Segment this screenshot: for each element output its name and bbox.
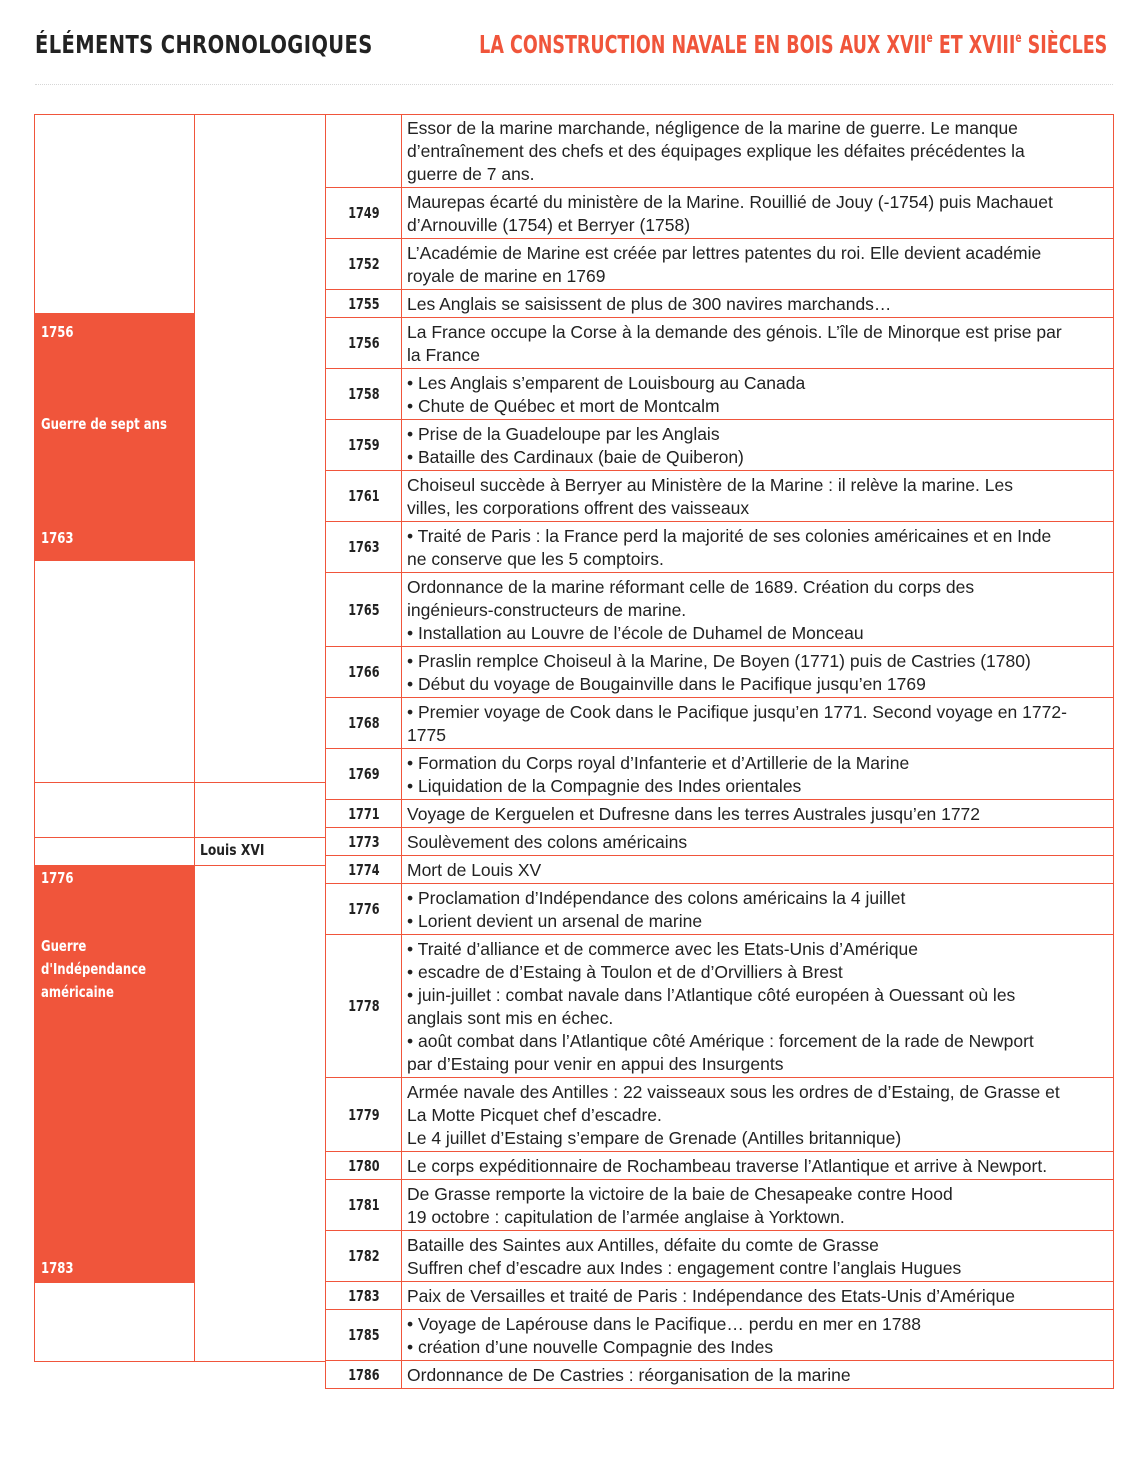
period-name-line: d'Indépendance: [41, 960, 147, 978]
event-text-line: • juin-juillet : combat navale dans l’Atlantique côté européen à Ouessant où les: [407, 985, 1016, 1005]
subtitle-sup2: e: [1015, 31, 1022, 46]
event-text-line: La France occupe la Corse à la demande des génois. L’île de Minorque est prise par: [407, 322, 1062, 342]
year-label: 1780: [347, 1156, 380, 1175]
year-cell: [325, 290, 401, 318]
event-text-line: Ordonnance de la marine réformant celle de 1689. Création du corps des: [407, 577, 975, 597]
year-label: 1769: [347, 765, 380, 783]
subtitle-part3: SIÈCLES: [1021, 30, 1107, 59]
event-text-cell: [401, 1078, 1114, 1152]
year-cell: [325, 573, 401, 647]
event-text-cell: [401, 1231, 1114, 1282]
event-text-line: villes, les corporations offrent des vaisseaux: [407, 498, 750, 518]
year-label: 1749: [347, 204, 380, 222]
page-subtitle: [479, 30, 1107, 59]
year-cell: [325, 1361, 401, 1389]
reign-label: Louis XVI: [200, 841, 265, 859]
event-text-line: • Premier voyage de Cook dans le Pacifique jusqu’en 1771. Second voyage en 1772-: [407, 702, 1067, 722]
event-text-line: guerre de 7 ans.: [407, 164, 535, 184]
year-label: 1768: [347, 714, 380, 732]
event-text-cell: [401, 1180, 1114, 1231]
period-end-year: 1783: [41, 1259, 74, 1277]
event-text-line: L’Académie de Marine est créée par lettres patentes du roi. Elle devient académie: [407, 243, 1042, 263]
event-text-line: • Début du voyage de Bougainville dans le Pacifique jusqu’en 1769: [407, 674, 926, 694]
year-label: 1761: [347, 487, 380, 505]
year-cell: [325, 522, 401, 573]
event-text-line: • Praslin remplce Choiseul à la Marine, De Boyen (1771) puis de Castries (1780): [407, 651, 1031, 671]
era-divider: [34, 865, 326, 866]
period-name-line: Guerre: [41, 937, 87, 955]
period-american-independence-war: [34, 865, 195, 1283]
year-label: 1763: [347, 538, 380, 556]
event-text-line: • Chute de Québec et mort de Montcalm: [407, 396, 720, 416]
event-text-cell: [401, 471, 1114, 522]
event-text-line: • Bataille des Cardinaux (baie de Quiberon): [407, 447, 744, 467]
event-text-line: Suffren chef d’escadre aux Indes : engagement contre l’anglais Hugues: [407, 1258, 962, 1278]
event-text-cell: [401, 1282, 1114, 1310]
event-text-cell: [401, 522, 1114, 573]
year-cell: [325, 1078, 401, 1152]
event-text-line: • création d’une nouvelle Compagnie des Indes: [407, 1337, 774, 1357]
year-cell: [325, 800, 401, 828]
event-text-line: anglais sont mis en échec.: [407, 1008, 614, 1028]
event-text-cell: [401, 856, 1114, 884]
event-text-line: • Prise de la Guadeloupe par les Anglais: [407, 424, 720, 444]
subtitle-part1: LA CONSTRUCTION NAVALE EN BOIS AUX XVII: [478, 30, 927, 59]
period-name-line: américaine: [41, 983, 114, 1001]
year-cell: [325, 369, 401, 420]
year-cell: [325, 1282, 401, 1310]
event-text-line: par d’Estaing pour venir en appui des Insurgents: [407, 1054, 784, 1074]
event-text-line: • Lorient devient un arsenal de marine: [407, 911, 703, 931]
year-label: 1785: [347, 1326, 380, 1344]
event-text-line: Choiseul succède à Berryer au Ministère de la Marine : il relève la marine. Les: [407, 475, 1013, 495]
event-text-line: Ordonnance de De Castries : réorganisation de la marine: [407, 1365, 851, 1385]
event-text-line: la France: [407, 345, 480, 365]
event-text-cell: [401, 749, 1114, 800]
year-label: 1759: [347, 436, 380, 454]
year-label: 1786: [347, 1365, 380, 1384]
event-text-cell: [401, 239, 1114, 290]
year-cell: [325, 188, 401, 239]
period-start-year: 1756: [41, 323, 74, 341]
year-label: 1758: [347, 385, 380, 403]
event-text-cell: [401, 1361, 1114, 1389]
event-text-line: • Voyage de Lapérouse dans le Pacifique… perdu en mer en 1788: [407, 1314, 921, 1334]
year-cell: [325, 647, 401, 698]
year-label: 1781: [347, 1196, 380, 1214]
event-text-line: ingénieurs-constructeurs de marine.: [407, 600, 687, 620]
year-cell: [325, 239, 401, 290]
year-label: 1782: [347, 1247, 380, 1265]
event-text-cell: [401, 1152, 1114, 1180]
event-text-cell: [401, 188, 1114, 239]
event-text-line: d’Arnouville (1754) et Berryer (1758): [407, 215, 691, 235]
event-text-line: 1775: [407, 725, 446, 745]
event-text-line: • Proclamation d’Indépendance des colons américains la 4 juillet: [407, 888, 906, 908]
event-text-line: • escadre de d’Estaing à Toulon et de d’Orvilliers à Brest: [407, 962, 843, 982]
year-cell: [325, 749, 401, 800]
subtitle-part2: ET XVIII: [932, 30, 1016, 59]
event-text-line: • Les Anglais s’emparent de Louisbourg au Canada: [407, 373, 806, 393]
event-text-line: • Liquidation de la Compagnie des Indes orientales: [407, 776, 802, 796]
event-text-line: Le corps expéditionnaire de Rochambeau traverse l’Atlantique et arrive à Newport.: [407, 1156, 1048, 1176]
year-cell: [325, 114, 401, 188]
year-cell: [325, 828, 401, 856]
event-text-line: • Formation du Corps royal d’Infanterie et d’Artillerie de la Marine: [407, 753, 910, 773]
event-text-cell: [401, 647, 1114, 698]
year-cell: [325, 420, 401, 471]
year-label: 1778: [347, 997, 380, 1015]
event-text-cell: [401, 318, 1114, 369]
period-name: Guerre de sept ans: [41, 415, 167, 433]
event-text-line: • Installation au Louvre de l’école de Duhamel de Monceau: [407, 623, 864, 643]
year-label: 1755: [347, 294, 380, 313]
event-text-line: royale de marine en 1769: [407, 266, 606, 286]
period-start-year: 1776: [41, 869, 74, 887]
event-text-line: La Motte Picquet chef d’escadre.: [407, 1105, 662, 1125]
event-text-cell: [401, 698, 1114, 749]
year-cell: [325, 935, 401, 1078]
period-seven-years-war: [34, 313, 195, 561]
event-text-line: Bataille des Saintes aux Antilles, défaite du comte de Grasse: [407, 1235, 879, 1255]
event-text-line: Mort de Louis XV: [407, 860, 542, 880]
event-text-cell: [401, 573, 1114, 647]
year-label: 1765: [347, 600, 380, 619]
event-text-cell: [401, 828, 1114, 856]
year-label: 1774: [347, 860, 380, 879]
event-text-line: • août combat dans l’Atlantique côté Amérique : forcement de la rade de Newport: [407, 1031, 1034, 1051]
event-text-line: d’entraînement des chefs et des équipages explique les défaites précédentes la: [407, 141, 1025, 161]
event-text-line: Les Anglais se saisissent de plus de 300 navires marchands…: [407, 294, 892, 314]
year-label: 1771: [347, 804, 380, 823]
year-cell: [325, 471, 401, 522]
event-text-line: Soulèvement des colons américains: [407, 832, 688, 852]
event-text-line: • Traité de Paris : la France perd la majorité de ses colonies américaines et en Inde: [407, 526, 1052, 546]
year-cell: [325, 856, 401, 884]
event-text-line: Armée navale des Antilles : 22 vaisseaux sous les ordres de d’Estaing, de Grasse et: [407, 1082, 1060, 1102]
event-text-line: De Grasse remporte la victoire de la baie de Chesapeake contre Hood: [407, 1184, 953, 1204]
year-label: 1783: [347, 1286, 380, 1305]
event-text-cell: [401, 420, 1114, 471]
year-label: 1773: [347, 832, 380, 851]
event-text-cell: [401, 290, 1114, 318]
event-text-line: Maurepas écarté du ministère de la Marine. Rouillié de Jouy (-1754) puis Machauet: [407, 192, 1053, 212]
event-text-line: Voyage de Kerguelen et Dufresne dans les terres Australes jusqu’en 1772: [407, 804, 981, 824]
era-divider: [34, 837, 326, 838]
year-cell: [325, 1310, 401, 1361]
year-label: 1756: [347, 334, 380, 352]
event-text-line: 19 octobre : capitulation de l’armée anglaise à Yorktown.: [407, 1207, 845, 1227]
year-cell: [325, 1231, 401, 1282]
year-cell: [325, 318, 401, 369]
year-label: 1776: [347, 900, 380, 918]
year-label: 1766: [347, 663, 380, 681]
year-cell: [325, 1180, 401, 1231]
event-text-line: • Traité d’alliance et de commerce avec les Etats-Unis d’Amérique: [407, 939, 918, 959]
event-text-cell: [401, 935, 1114, 1078]
event-text-line: Le 4 juillet d’Estaing s’empare de Grenade (Antilles britannique): [407, 1128, 902, 1148]
event-text-cell: [401, 1310, 1114, 1361]
header-divider: [35, 84, 1113, 85]
subtitle-sup1: e: [926, 31, 933, 46]
year-label: 1752: [347, 255, 380, 273]
event-text-line: ne conserve que les 5 comptoirs.: [407, 549, 664, 569]
year-label: 1779: [347, 1105, 380, 1124]
era-divider: [34, 782, 326, 783]
year-cell: [325, 1152, 401, 1180]
year-cell: [325, 884, 401, 935]
page-title: ÉLÉMENTS CHRONOLOGIQUES: [35, 30, 373, 59]
event-text-cell: [401, 884, 1114, 935]
reign-column: [194, 114, 325, 1362]
event-text-cell: [401, 114, 1114, 188]
event-text-line: Paix de Versailles et traité de Paris : Indépendance des Etats-Unis d’Amérique: [407, 1286, 1015, 1306]
event-text-line: Essor de la marine marchande, négligence de la marine de guerre. Le manque: [407, 118, 1018, 138]
event-text-cell: [401, 800, 1114, 828]
event-text-cell: [401, 369, 1114, 420]
year-cell: [325, 698, 401, 749]
period-end-year: 1763: [41, 529, 74, 547]
chronology-table: [34, 114, 1114, 1385]
